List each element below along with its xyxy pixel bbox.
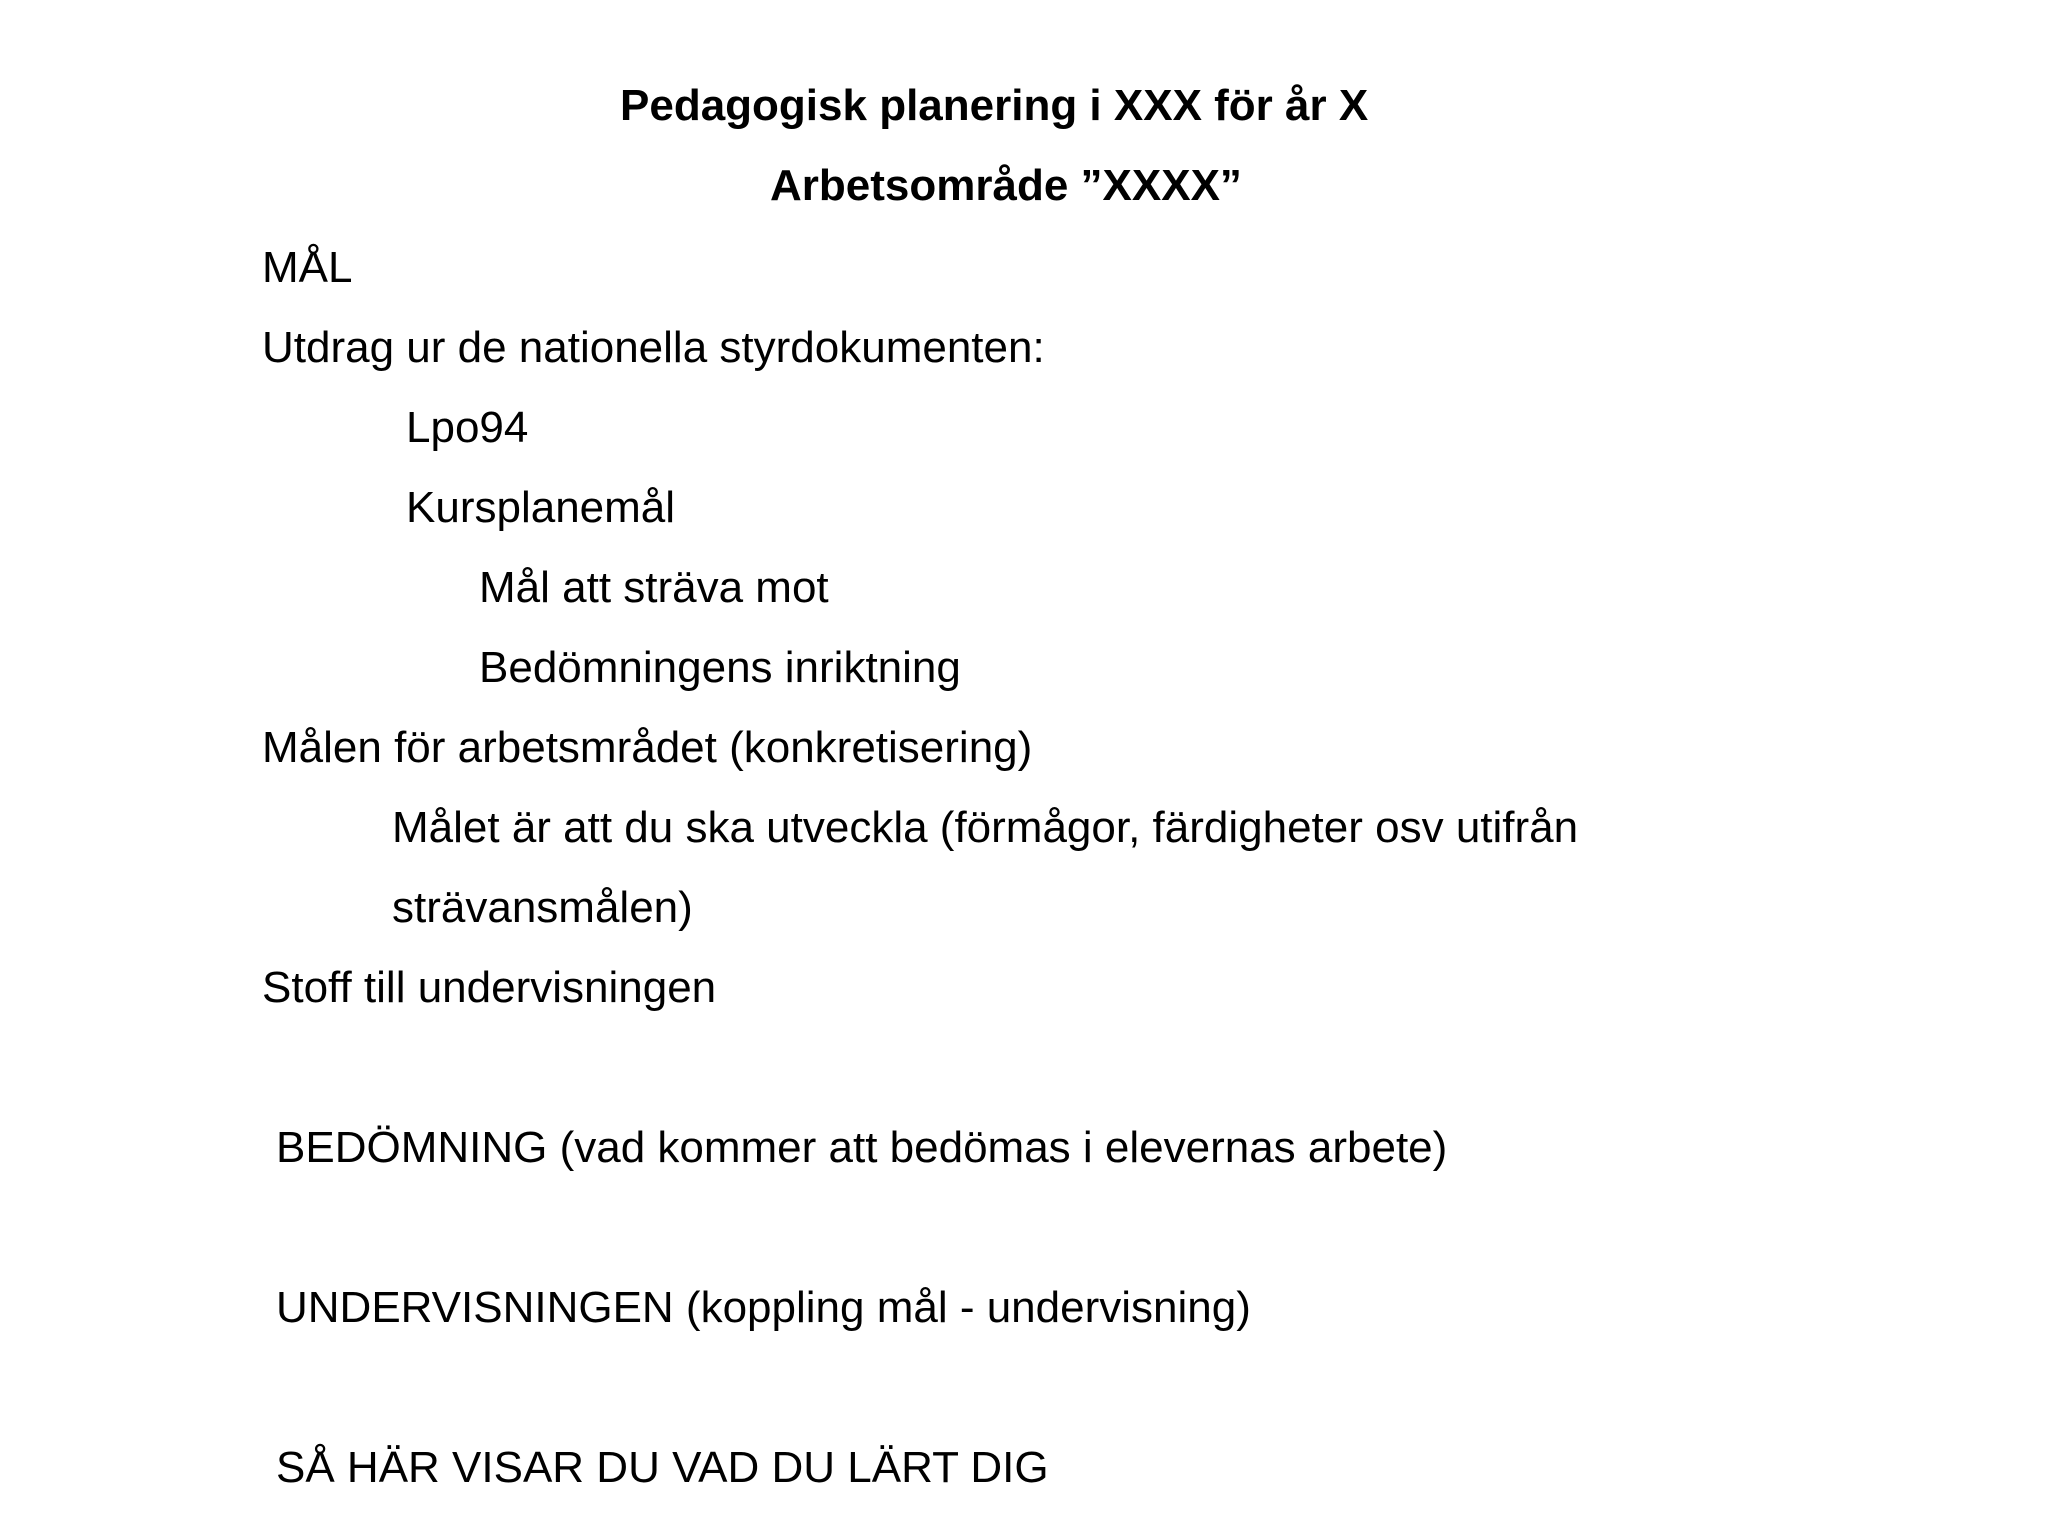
kursplanemal-text: Kursplanemål: [406, 483, 676, 532]
lpo94-text: Lpo94: [406, 403, 529, 452]
mal-heading: MÅL: [262, 243, 353, 292]
malet-ar-text-line1: Målet är att du ska utveckla (förmågor, färdigheter osv utifrån: [392, 803, 1579, 852]
document-title: Pedagogisk planering i XXX för år X: [620, 81, 1369, 130]
bedomningens-inriktning-text: Bedömningens inriktning: [479, 643, 961, 692]
mal-att-strava-mot-text: Mål att sträva mot: [479, 563, 829, 612]
sa-har-heading: SÅ HÄR VISAR DU VAD DU LÄRT DIG: [276, 1443, 1049, 1492]
utdrag-text: Utdrag ur de nationella styrdokumenten:: [262, 323, 1045, 372]
malet-ar-text-line2: strävansmålen): [392, 883, 693, 932]
bedomning-heading: BEDÖMNING (vad kommer att bedömas i elevernas arbete): [276, 1123, 1448, 1172]
stoff-text: Stoff till undervisningen: [262, 963, 717, 1012]
undervisningen-heading: UNDERVISNINGEN (koppling mål - undervisning): [276, 1283, 1251, 1332]
document-subtitle: Arbetsområde ”XXXX”: [770, 161, 1242, 210]
malen-for-arbetsomradet-text: Målen för arbetsmrådet (konkretisering): [262, 723, 1033, 772]
